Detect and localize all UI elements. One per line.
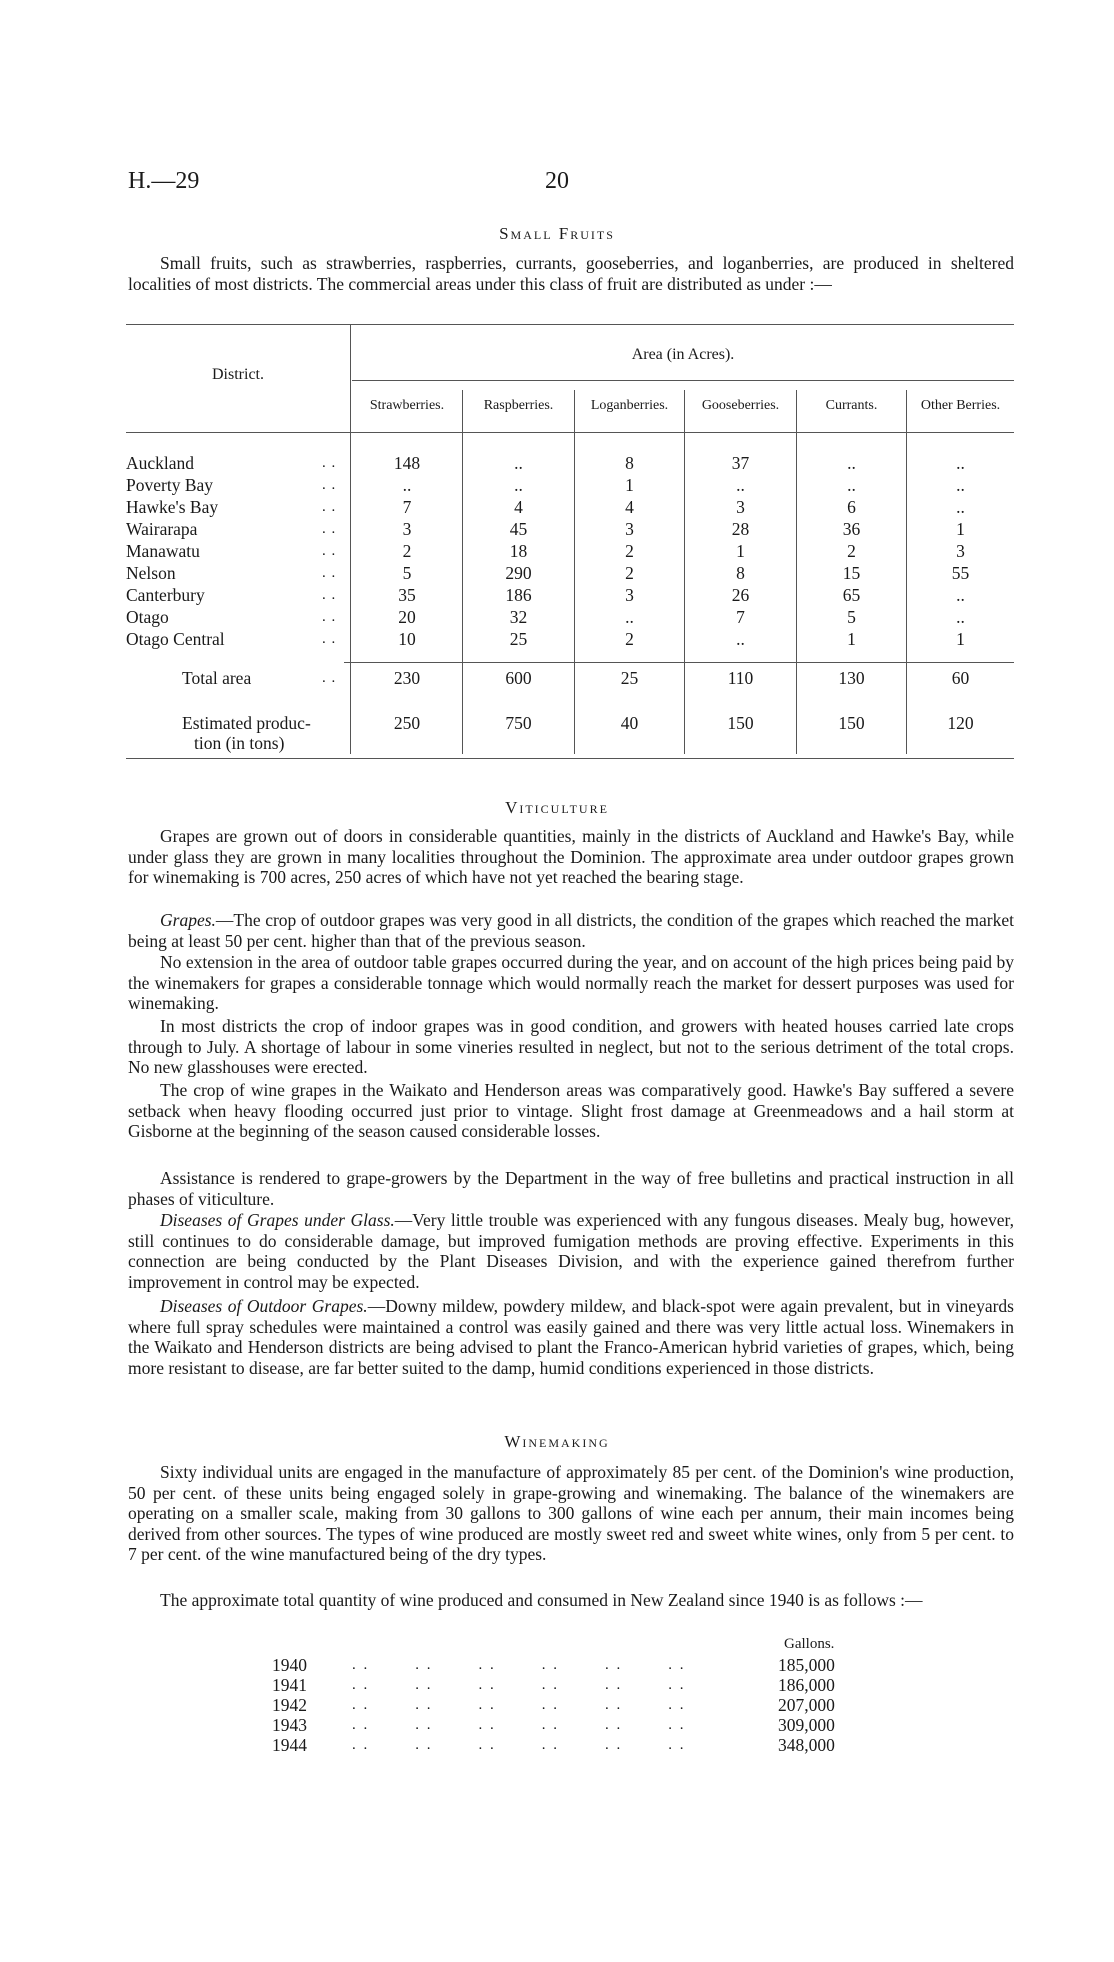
district-name: Otago [126, 607, 169, 627]
table-cell: 25 [620, 668, 639, 688]
table-cell: 60 [951, 668, 970, 688]
wine-year: 1944 [272, 1735, 307, 1755]
table-cell: 4 [625, 497, 634, 517]
table-cell: 3 [956, 541, 965, 561]
table-cell: 40 [620, 713, 639, 733]
col-currants: Currants. [825, 398, 878, 413]
table-cell: 1 [625, 475, 634, 495]
table-cell: 120 [947, 713, 974, 733]
page-number: 20 [545, 168, 569, 194]
table-cell: .. [956, 497, 965, 517]
table-cell: 2 [625, 629, 634, 649]
col-strawberries: Strawberries. [369, 398, 445, 413]
table-cell: 3 [625, 585, 634, 605]
wine-gallons: 309,000 [778, 1715, 835, 1735]
table-top-rule [126, 324, 1014, 325]
viticulture-para-glass [128, 1210, 1014, 1292]
grapes-lead: Grapes. [160, 910, 216, 930]
district-name: Otago Central [126, 629, 225, 649]
leader-dots: . . . . . . . . . . . . [352, 1737, 686, 1753]
table-cell: 2 [625, 563, 634, 583]
small-fruits-title: Small Fruits [499, 224, 615, 243]
table-cell: .. [402, 475, 412, 495]
table-cell: .. [847, 453, 856, 473]
total-dots: . . [322, 670, 337, 686]
table-cell: 7 [402, 497, 412, 517]
leader-dots: . . [322, 587, 337, 603]
outdoor-diseases-text: —Downy mildew, powdery mildew, and black-spot were again prevalent, but in vineyards where full spray schedules were maintained a control was easily gained and there was very little actual loss. Winemakers in the Waikato and Henderson districts are being advised to plant the Franco-American hybrid varieties of grapes, which, being more resistant to disease, are far better suited to the damp, humid conditions experienced in those districts. [128, 1296, 1014, 1378]
grapes-text: —The crop of outdoor grapes was very good in all districts, the condition of the grapes which reached the market being at least 50 per cent. higher than that of the previous season. [128, 910, 1014, 951]
table-cell: 150 [727, 713, 754, 733]
viticulture-title: Viticulture [505, 798, 609, 817]
leader-dots: . . . . . . . . . . . . [352, 1657, 686, 1673]
table-cell: 1 [956, 629, 965, 649]
viticulture-para-5: The crop of wine grapes in the Waikato and Henderson areas was comparatively good. Hawke's Bay suffered a severe setback when heavy flooding occurred just prior to vintage. Slight frost damage at Greenmeadows and a hail storm at Gisborne at the beginning of the season caused considerable losses. [128, 1080, 1014, 1141]
wine-gallons: 348,000 [778, 1735, 835, 1755]
table-cell: 290 [505, 563, 532, 583]
table-cell: 7 [736, 607, 745, 627]
table-cell: 20 [398, 607, 416, 627]
table-cell: 25 [509, 629, 528, 649]
viticulture-para-6: Assistance is rendered to grape-growers by the Department in the way of free bulletins and practical instruction in all phases of viticulture. [128, 1168, 1014, 1209]
total-area-label: Total area [182, 668, 252, 688]
table-cell: 5 [847, 607, 856, 627]
area-header-rule [352, 380, 1014, 381]
table-cell: 186 [505, 585, 532, 605]
col-raspberries: Raspberries. [483, 398, 554, 413]
table-cell: .. [514, 475, 523, 495]
leader-dots: . . [322, 565, 337, 581]
leader-dots: . . . . . . . . . . . . [352, 1697, 686, 1713]
table-cell: 10 [398, 629, 416, 649]
small-fruits-intro: Small fruits, such as strawberries, raspberries, currants, gooseberries, and loganberries, are produced in sheltered localities of most districts. The commercial areas under this class of fruit are distributed as under :— [128, 253, 1014, 294]
table-cell: 110 [727, 668, 754, 688]
glass-diseases-lead: Diseases of Grapes under Glass. [160, 1210, 395, 1230]
col-other-berries: Other Berries. [920, 398, 1001, 413]
table-cell: 250 [393, 713, 421, 733]
table-cell: 2 [402, 541, 412, 561]
header-bottom-rule [126, 432, 1014, 433]
leader-dots: . . [322, 455, 337, 471]
wine-gallons: 207,000 [778, 1695, 835, 1715]
table-cell: 15 [842, 563, 861, 583]
table-cell: 28 [731, 519, 750, 539]
table-cell: .. [847, 475, 856, 495]
district-name: Auckland [126, 453, 195, 473]
leader-dots: . . [322, 499, 337, 515]
leader-dots: . . [322, 521, 337, 537]
table-cell: 18 [509, 541, 528, 561]
viticulture-para-grapes [128, 910, 1014, 951]
document-reference: H.—29 [128, 168, 200, 194]
table-cell: 8 [736, 563, 745, 583]
wine-year: 1942 [272, 1695, 307, 1715]
table-cell: .. [514, 453, 523, 473]
table-cell: 5 [402, 563, 412, 583]
table-cell: 150 [838, 713, 865, 733]
table-cell: 3 [402, 519, 412, 539]
table-cell: 230 [393, 668, 421, 688]
table-cell: .. [736, 629, 745, 649]
viticulture-para-3: No extension in the area of outdoor table grapes occurred during the year, and on account of the high prices being paid by the winemakers for grapes a considerable tonnage which would normally reach the market for dessert purposes was used for winemaking. [128, 952, 1014, 1013]
winemaking-title: Winemaking [504, 1432, 610, 1451]
district-name: Manawatu [126, 541, 200, 561]
wine-gallons: 185,000 [778, 1655, 835, 1675]
leader-dots: . . . . . . . . . . . . [352, 1717, 686, 1733]
table-cell: 35 [398, 585, 416, 605]
table-cell: 26 [731, 585, 750, 605]
table-cell: 3 [625, 519, 634, 539]
table-cell: 750 [505, 713, 532, 733]
glass-diseases-text: —Very little trouble was experienced with any fungous diseases. Mealy bug, however, still continues to do considerable damage, but improved fumigation methods are proving effective. Experiments in this connection are being conducted by the Plant Diseases Division, and with the experience gained therefrom further improvement in control may be expected. [128, 1210, 1014, 1292]
estimated-label-2: tion (in tons) [194, 733, 285, 753]
district-name: Hawke's Bay [126, 497, 219, 517]
table-cell: 4 [514, 497, 523, 517]
district-name: Wairarapa [126, 519, 198, 539]
table-cell: 6 [847, 497, 856, 517]
table-cell: 148 [393, 453, 421, 473]
table-cell: 36 [842, 519, 861, 539]
table-cell: .. [956, 453, 965, 473]
table-cell: 2 [847, 541, 856, 561]
table-cell: 8 [625, 453, 634, 473]
table-cell: 55 [951, 563, 970, 583]
viticulture-para-outdoor [128, 1296, 1014, 1378]
area-header: Area (in Acres). [631, 346, 735, 363]
wine-year: 1941 [272, 1675, 307, 1695]
outdoor-diseases-lead: Diseases of Outdoor Grapes. [160, 1296, 368, 1316]
table-cell: 37 [731, 453, 750, 473]
table-cell: .. [956, 585, 965, 605]
leader-dots: . . [322, 631, 337, 647]
table-cell: 65 [842, 585, 861, 605]
winemaking-para-2: The approximate total quantity of wine produced and consumed in New Zealand since 1940 is as follows :— [160, 1590, 923, 1610]
table-cell: 1 [956, 519, 965, 539]
table-cell: .. [956, 475, 965, 495]
table-cell: 2 [625, 541, 634, 561]
estimated-label-1: Estimated produc- [182, 713, 311, 733]
col-loganberries: Loganberries. [590, 398, 669, 413]
winemaking-para-1: Sixty individual units are engaged in the manufacture of approximately 85 per cent. of the Dominion's wine production, 50 per cent. of these units being engaged solely in grape-growing and winemaking. The balance of the winemakers are operating on a smaller scale, making from 30 gallons to 300 gallons of wine each per annum, their main incomes being derived from other sources. The types of wine produced are mostly sweet red and sweet white wines, only from 5 per cent. to 7 per cent. of the wine manufactured being of the dry types. [128, 1462, 1014, 1564]
table-cell: 1 [847, 629, 856, 649]
wine-year: 1943 [272, 1715, 307, 1735]
table-cell: .. [956, 607, 965, 627]
table-cell: 130 [838, 668, 865, 688]
leader-dots: . . . . . . . . . . . . [352, 1677, 686, 1693]
table-cell: 1 [736, 541, 745, 561]
district-name: Poverty Bay [126, 475, 214, 495]
district-name: Canterbury [126, 585, 205, 605]
table-cell: 600 [505, 668, 532, 688]
table-bottom-rule [126, 758, 1014, 759]
viticulture-para-4: In most districts the crop of indoor grapes was in good condition, and growers with heated houses carried late crops through to July. A shortage of labour in some vineries resulted in neglect, but not to the serious detriment of the total crops. No new glasshouses were erected. [128, 1016, 1014, 1077]
table-cell: 45 [509, 519, 528, 539]
leader-dots: . . [322, 609, 337, 625]
district-header: District. [212, 366, 264, 383]
subtotal-rule [344, 662, 1014, 663]
leader-dots: . . [322, 543, 337, 559]
district-divider [350, 324, 351, 754]
table-cell: 32 [509, 607, 528, 627]
gallons-header: Gallons. [784, 1636, 835, 1652]
table-cell: 3 [736, 497, 745, 517]
col-gooseberries: Gooseberries. [701, 398, 780, 413]
viticulture-para-1: Grapes are grown out of doors in considerable quantities, mainly in the districts of Auckland and Hawke's Bay, while under glass they are grown in many localities throughout the Dominion. The approximate area under outdoor grapes grown for winemaking is 700 acres, 250 acres of which have not yet reached the bearing stage. [128, 826, 1014, 887]
wine-year: 1940 [272, 1655, 307, 1675]
leader-dots: . . [322, 477, 337, 493]
table-cell: .. [736, 475, 745, 495]
wine-gallons: 186,000 [778, 1675, 835, 1695]
table-cell: .. [625, 607, 634, 627]
district-name: Nelson [126, 563, 176, 583]
